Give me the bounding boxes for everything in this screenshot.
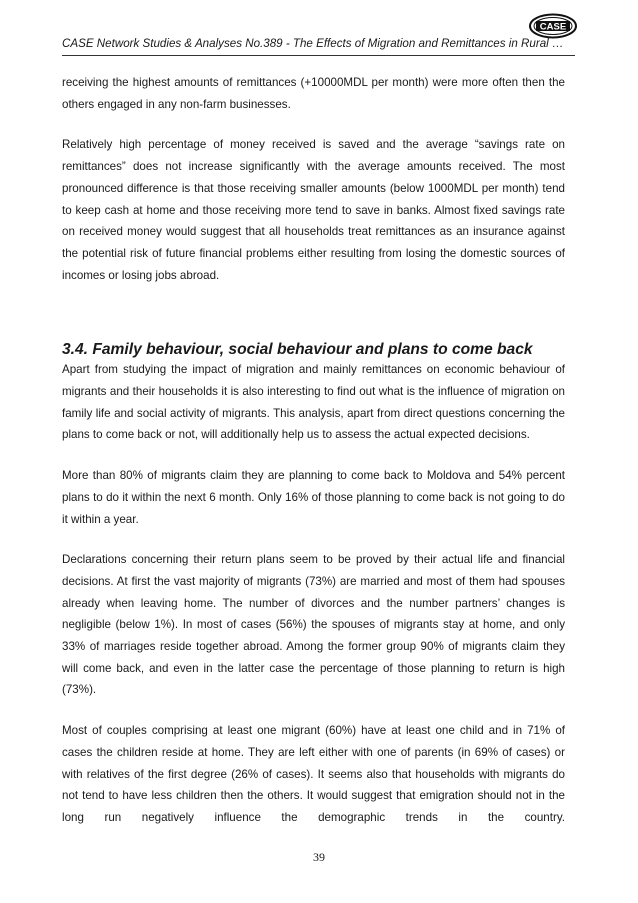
logo-text: CASE: [539, 21, 567, 33]
section-heading: 3.4. Family behaviour, social behaviour and plans to come back: [62, 341, 533, 359]
paragraph-declarations: Declarations concerning their return plans seem to be proved by their actual life and financial decisions. At first the vast majority of migrants (73%) are married and most of them had spouses already when leaving home. The number of divorces and the number partners’ changes is negligible (below 1%). In most of cases (56%) the spouses of migrants stay at home, and only 33% of marriages reside together abroad. Among the former group 90% of migrants claim they will come back, and even in the latter case the percentage of those planning to return is high (73%).: [62, 553, 565, 697]
case-logo-icon: [528, 12, 578, 40]
header-rule: [62, 55, 575, 56]
case-logo: [528, 12, 578, 40]
paragraph-children: Most of couples comprising at least one migrant (60%) have at least one child and in 71% of cases the children reside at home. They are left either with one of parents (in 69% of cases) or with relatives of the first degree (26% of cases). It seems also that households with migrants do not tend to have less children then the others. It would suggest that emigration should not in the long run negatively influence the demographic trends in the country.: [62, 724, 565, 824]
paragraph-savings-rate: Relatively high percentage of money received is saved and the average “savings rate on remittances” does not increase significantly with the average amounts received. The most pronounced difference is that those receiving smaller amounts (below 1000MDL per month) tend to keep cash at home and those receiving more tend to save in banks. Almost fixed savings rate on received money would suggest that all households treat remittances as an insurance against the potential risk of future financial problems either resulting from losing the domestic sources of incomes or losing jobs abroad.: [62, 138, 565, 282]
page-body: [62, 72, 565, 829]
page-header: [62, 34, 575, 62]
paragraph-remittances-nonfarm: receiving the highest amounts of remittances (+10000MDL per month) were more often then the others engaged in any non-farm businesses.: [62, 76, 565, 111]
paragraph-family-intro: Apart from studying the impact of migration and mainly remittances on economic behaviour of migrants and their households it is also interesting to find out what is the influence of migration on family life and social activity of migrants. This analysis, apart from direct questions concerning the plans to come back or not, will additionally help us to assess the actual expected decisions.: [62, 363, 565, 442]
paragraph-return-plans: More than 80% of migrants claim they are planning to come back to Moldova and 54% percent plans to do it within the next 6 month. Only 16% of those planning to come back is not going to do it within a year.: [62, 469, 565, 526]
page-number: 39: [313, 850, 325, 864]
header-title: CASE Network Studies & Analyses No.389 - The Effects of Migration and Remittances in Rural …: [62, 37, 564, 50]
